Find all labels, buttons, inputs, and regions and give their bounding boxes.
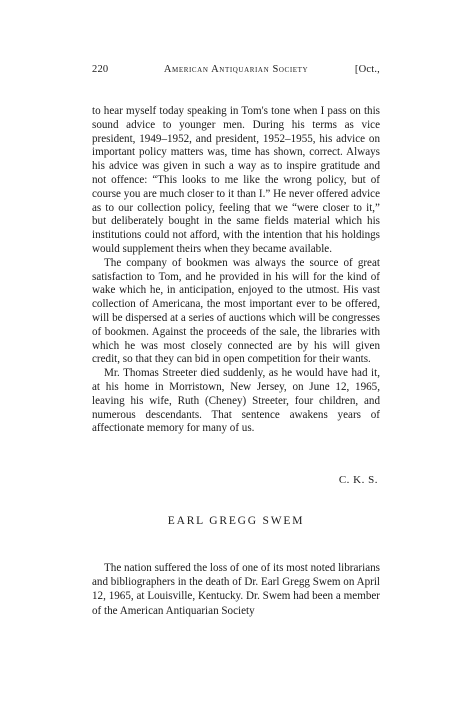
author-initials: C. K. S. bbox=[338, 474, 378, 486]
paragraph-bookmen: The company of bookmen was always the source of great satisfaction to Tom, and he provided in his will for the kind of wake which he, in anticipation, enjoyed to the utmost. His vast collection of Americana, the most important ever to be offered, will be dispersed at a series of auctions which will be congresses of bookmen. Against the proceeds of the sale, the libraries with which he was most closely connected are by his will given credit, so that they can bid in open competition for their wants. bbox=[92, 256, 380, 366]
running-head bbox=[92, 64, 380, 80]
paragraph-death-notice: Mr. Thomas Streeter died suddenly, as he would have had it, at his home in Morristown, New Jersey, on June 12, 1965, leaving his wife, Ruth (Cheney) Streeter, four children, and numerous descendants. That sentence awakens years of affectionate memory for many of us. bbox=[92, 367, 380, 435]
obituary-text bbox=[92, 561, 380, 618]
running-head-title: American Antiquarian Society bbox=[163, 64, 309, 75]
running-head-date: [Oct., bbox=[354, 64, 380, 75]
body-text bbox=[92, 105, 380, 436]
page-number: 220 bbox=[92, 64, 109, 75]
paragraph-continued: to hear myself today speaking in Tom's tone when I pass on this sound advice to younger men. During his terms as vice president, 1949–1952, and president, 1952–1955, his advice on important policy matters was, time has shown, correct. Always his advice was given in such a way as to inspire gratitude and not offence: “This looks to me like the wrong policy, but of course you are much closer to it than I.” He never offered advice as to our collection policy, feeling that we “were closer to it,” but deliberately bought in the same fields material which his institutions could not afford, with the intention that his holdings would supplement theirs when they became available. bbox=[92, 105, 380, 255]
paragraph-swem-intro: The nation suffered the loss of one of its most noted librarians and bibliographers in the death of Dr. Earl Gregg Swem on April 12, 1965, at Louisville, Kentucky. Dr. Swem had been a member of the American Antiquarian Society bbox=[92, 562, 380, 617]
obituary-heading: EARL GREGG SWEM bbox=[167, 515, 305, 527]
